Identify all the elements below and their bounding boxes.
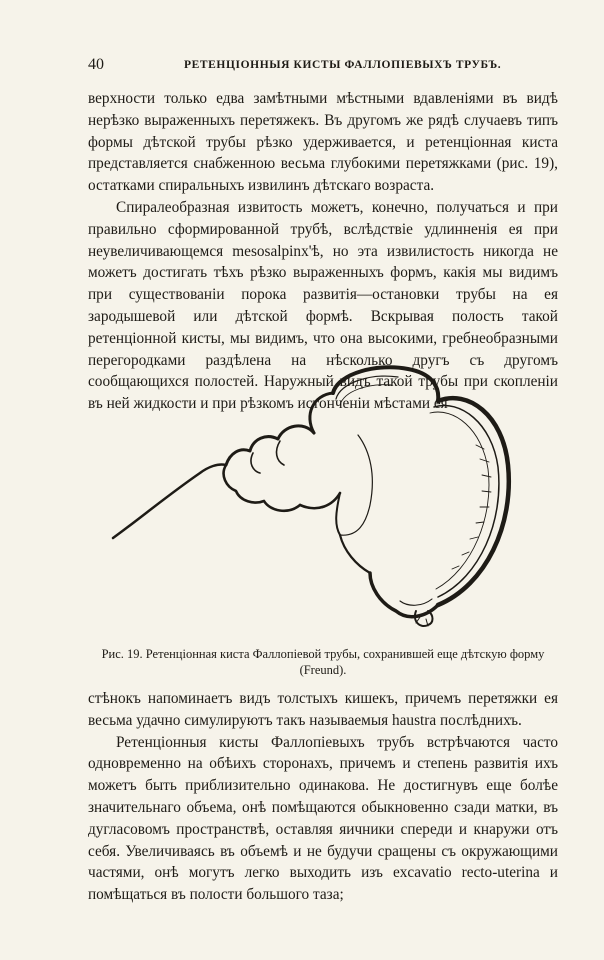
page-header: [88, 56, 558, 78]
paragraph: Спиралеобразная извитость можетъ, конечно, получаться и при правильно сформированной трубѣ, вслѣдствіе удлинненія ея при неувеличивающемся mesosalpinx'ѣ, но эта извилистость никогда не можетъ достигать тѣхъ рѣзко выраженныхъ формъ, какія мы видимъ при существованіи порока развитія—остановки трубы на ея зародышевой или дѣтской формѣ. Вскрывая полость такой ретенціонной кисты, мы видимъ, что она высокими, гребнеобразными перегородками раздѣлена на нѣсколько другъ съ другомъ сообщающихся полостей. Наружный видъ такой трубы при скопленіи въ ней жидкости и при рѣзкомъ истонченіи мѣстами ея: [88, 198, 558, 413]
page-number: 40: [88, 56, 104, 73]
paragraph: Ретенціонныя кисты Фаллопіевыхъ трубъ встрѣчаются часто одновременно на обѣихъ сторонахъ, причемъ и степень развитія ихъ можетъ быть приблизительно одинакова. Не достигнувъ еще болѣе значительнаго объема, онѣ помѣщаются обыкновенно сзади матки, въ дугласовомъ пространствѣ, оставляя яичники спереди и кнаружи отъ себя. Увеличиваясь въ объемѣ и не будучи сращены съ окружающими частями, онѣ могутъ легко выходить изъ excavatio recto-uterina и помѣщаться въ полости большого таза;: [88, 733, 558, 904]
figure-caption: Рис. 19. Ретенціонная киста Фаллопіевой трубы, сохранившей еще дѣтскую форму (Freund).: [101, 647, 545, 677]
running-title: РЕТЕНЦІОННЫЯ КИСТЫ ФАЛЛОПІЕВЫХЪ ТРУБЪ.: [184, 59, 502, 71]
paragraph: стѣнокъ напоминаетъ видъ толстыхъ кишекъ, причемъ перетяжки ея весьма удачно симулируютъ такъ называемыя haustra послѣднихъ.: [88, 690, 558, 729]
fallopian-tube-cyst-drawing: [108, 355, 528, 640]
figure-19-illustration: [108, 355, 528, 640]
body-text-bottom: [88, 688, 558, 906]
paragraph: верхности только едва замѣтными мѣстными вдавленіями въ видѣ нерѣзко выраженныхъ перетяжекъ. Въ другомъ же рядѣ случаевъ типъ формы дѣтской трубы рѣзко удерживается, и ретенціонная киста представляется снабженною весьма глубокими перетяжками (рис. 19), остатками спиральныхъ извилинъ дѣтскаго возраста.: [88, 90, 558, 195]
